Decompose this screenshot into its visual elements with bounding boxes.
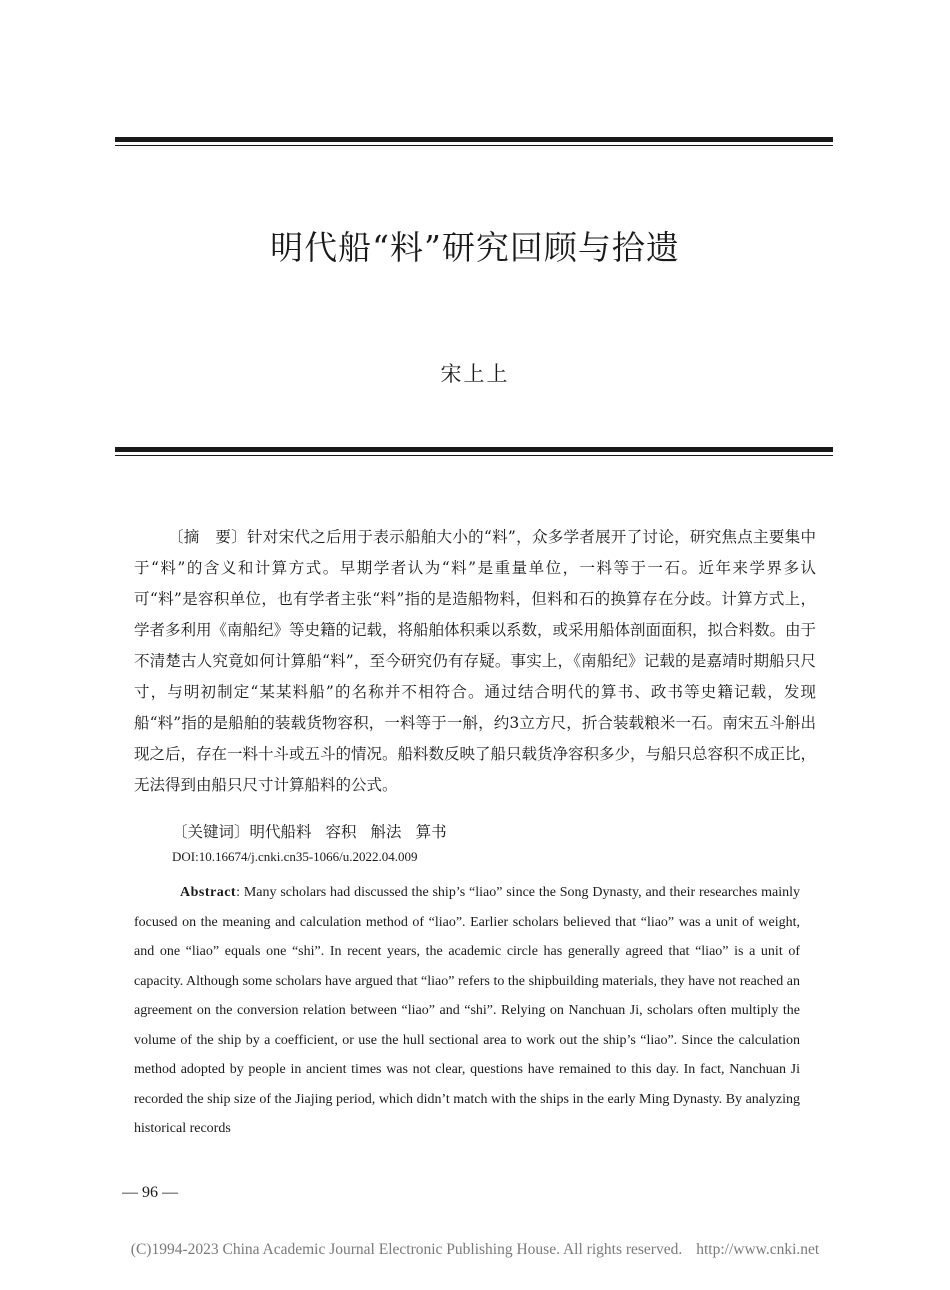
copyright-text: (C)1994-2023 China Academic Journal Electronic Publishing House. All rights reserved. [130, 1241, 683, 1258]
english-abstract-text: : Many scholars had discussed the ship’s “liao” since the Song Dynasty, and their researches mainly focused on the meaning and calculation method of “liao”. Earlier scholars believed that “liao” was a unit of weight, and one “liao” equals one “shi”. In recent years, the academic circle has generally agreed that “liao” is a unit of capacity. Although some scholars have argued that “liao” refers to the shipbuilding materials, they have not reached an agreement on the conversion relation between “liao” and “shi”. Relying on Nanchuan Ji, scholars often multiply the volume of the ship by a coefficient, or use the hull sectional area to work out the ship’s “liao”. Since the calculation method adopted by people in ancient times was not clear, questions have remained to this day. In fact, Nanchuan Ji recorded the ship size of the Jiajing period, which didn’t match with the ships in the early Ming Dynasty. By analyzing historical records [134, 885, 800, 1136]
english-abstract-label: Abstract [180, 885, 237, 900]
keyword-item: 容积 [325, 823, 357, 841]
keyword-item: 斛法 [370, 823, 402, 841]
thick-rule [115, 447, 833, 452]
article-title: 明代船“料”研究回顾与拾遗 [270, 228, 680, 267]
keywords [172, 821, 812, 843]
doi: DOI:10.16674/j.cnki.cn35-1066/u.2022.04.009 [172, 849, 418, 864]
keyword-item: 明代船料 [249, 823, 312, 841]
keywords-label: 〔关键词〕 [172, 823, 250, 841]
keyword-item: 算书 [415, 823, 447, 841]
chinese-abstract [134, 522, 816, 801]
copyright-footer [0, 1241, 950, 1259]
thin-rule [115, 145, 833, 146]
footer-url[interactable]: http://www.cnki.net [696, 1241, 820, 1258]
page-number: — 96 — [122, 1184, 178, 1201]
thick-rule [115, 137, 833, 142]
english-abstract [134, 878, 800, 1144]
chinese-abstract-text: 针对宋代之后用于表示船舶大小的“料”，众多学者展开了讨论，研究焦点主要集中于“料”的含义和计算方式。早期学者认为“料”是重量单位，一料等于一石。近年来学界多认可“料”是容积单位，也有学者主张“料”指的是造船物料，但料和石的换算存在分歧。计算方式上，学者多利用《南船纪》等史籍的记载，将船舶体积乘以系数，或采用船体剖面面积，拟合料数。由于不清楚古人究竟如何计算船“料”，至今研究仍有存疑。事实上，《南船纪》记载的是嘉靖时期船只尺寸，与明初制定“某某料船”的名称并不相符合。通过结合明代的算书、政书等史籍记载，发现船“料”指的是船舶的装载货物容积，一料等于一斛，约3立方尺，折合装载粮米一石。南宋五斗斛出现之后，存在一料十斗或五斗的情况。船料数反映了船只载货净容积多少，与船只总容积不成正比，无法得到由船只尺寸计算船料的公式。 [134, 528, 817, 794]
bottom-double-rule [115, 447, 833, 456]
chinese-abstract-label: 〔摘 要〕 [168, 528, 247, 546]
thin-rule [115, 455, 833, 456]
top-double-rule [115, 137, 833, 146]
article-author: 宋上上 [440, 362, 510, 386]
